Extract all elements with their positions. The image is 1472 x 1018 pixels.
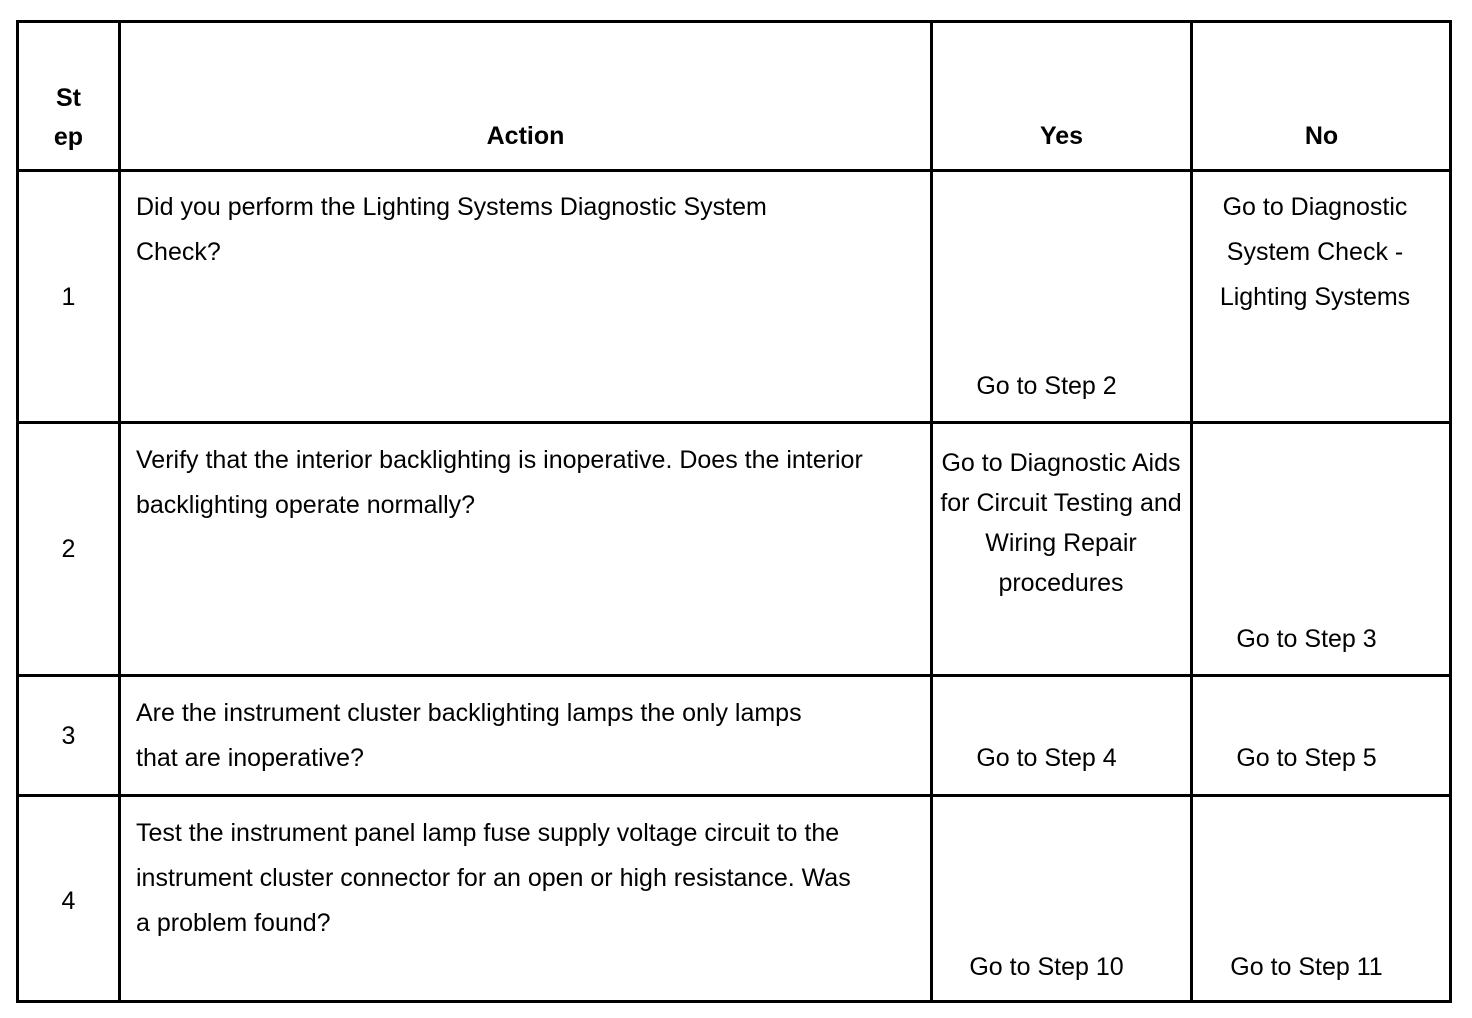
row-divider: [19, 674, 1449, 677]
row-divider: [19, 421, 1449, 424]
row-4-yes: Go to Step 10: [969, 953, 1124, 981]
row-3-step: 3: [61, 722, 76, 750]
header-step: St ep: [53, 84, 84, 151]
diagnostic-table: [16, 20, 1452, 1003]
header-action: Action: [486, 122, 565, 150]
row-2-yes: Go to Diagnostic Aids for Circuit Testing and Wiring Repair procedures: [940, 449, 1182, 597]
row-4-action: Test the instrument panel lamp fuse supply voltage circuit to the instrument cluster connector for an open or high resistance. Was a problem found?: [136, 819, 851, 937]
row-1-yes: Go to Step 2: [976, 372, 1117, 400]
row-divider: [19, 169, 1449, 172]
row-2-action: Verify that the interior backlighting is inoperative. Does the interior backlighting operate normally?: [136, 446, 863, 519]
row-2-step: 2: [61, 535, 76, 563]
row-1-no: Go to Diagnostic System Check - Lighting Systems: [1219, 193, 1411, 311]
row-3-yes: Go to Step 4: [976, 744, 1117, 772]
row-1-action: Did you perform the Lighting Systems Diagnostic System Check?: [136, 193, 767, 266]
row-3-no: Go to Step 5: [1236, 744, 1377, 772]
row-1-step: 1: [61, 283, 76, 311]
row-2-no: Go to Step 3: [1236, 625, 1377, 653]
row-4-step: 4: [61, 887, 76, 915]
row-3-action: Are the instrument cluster backlighting lamps the only lamps that are inoperative?: [136, 699, 802, 772]
header-no: No: [1304, 122, 1339, 150]
row-4-no: Go to Step 11: [1230, 953, 1383, 981]
header-yes: Yes: [1039, 122, 1084, 150]
row-divider: [19, 794, 1449, 797]
